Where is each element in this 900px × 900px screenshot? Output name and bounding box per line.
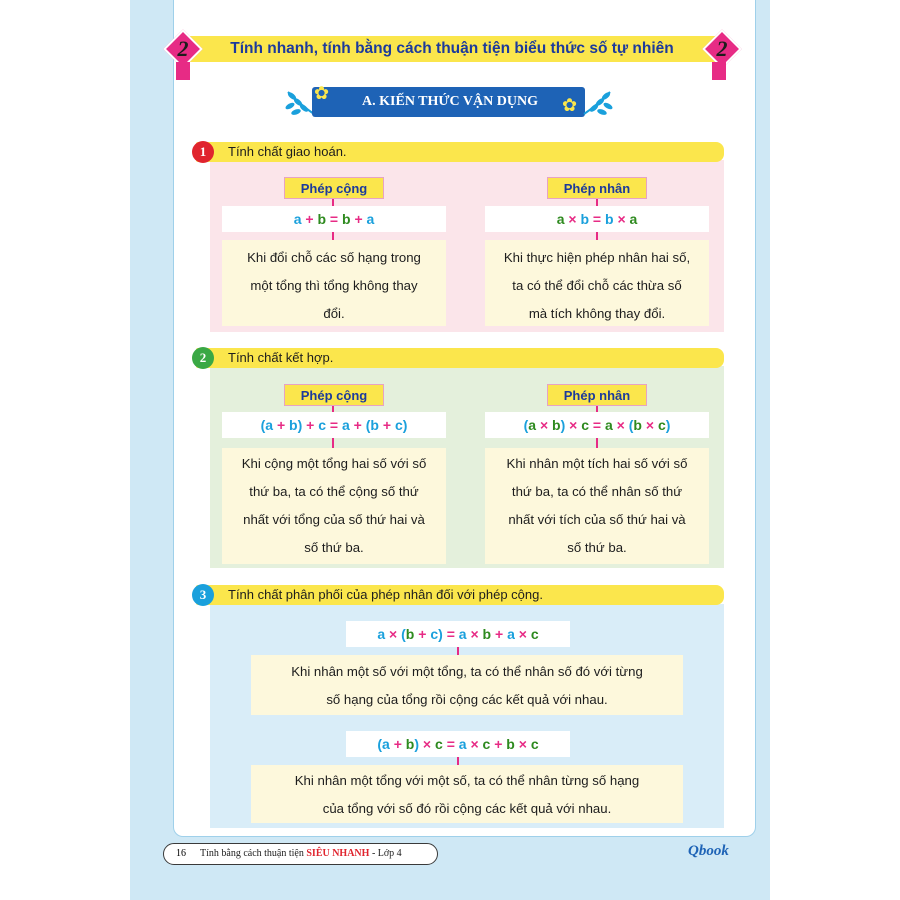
section-heading: A. KIẾN THỨC VẬN DỤNG	[362, 94, 538, 109]
property-1-title: Tính chất giao hoán.	[228, 144, 347, 159]
footer-text: Tính bằng cách thuận tiện SIÊU NHANH - Lớp 4	[200, 848, 402, 859]
property-3-title: Tính chất phân phối của phép nhân đối với phép cộng.	[228, 587, 543, 602]
p2-right-formula: (a × b) × c = a × (b × c)	[485, 412, 709, 438]
p3-formula-1: a × (b + c) = a × b + a × c	[346, 621, 570, 647]
p1-right-formula: a × b = b × a	[485, 206, 709, 232]
p3-desc-1: Khi nhân một số với một tổng, ta có thể nhân số đó với từng số hạng của tổng rồi cộng các kết quả với nhau.	[251, 655, 683, 715]
ribbon-right	[712, 62, 726, 80]
p2-left-tag: Phép cộng	[284, 384, 384, 406]
p2-left-desc: Khi cộng một tổng hai số với số thứ ba, ta có thể cộng số thứ nhất với tổng của số thứ hai và số thứ ba.	[222, 448, 446, 564]
p1-right-desc: Khi thực hiện phép nhân hai số, ta có thể đổi chỗ các thừa số mà tích không thay đổi.	[485, 240, 709, 326]
property-2-number: 2	[192, 347, 214, 369]
flower-right-icon: ✿	[562, 95, 578, 115]
header-number-right: 2	[703, 30, 741, 68]
leaf-left-icon	[282, 84, 316, 118]
p1-left-tag: Phép cộng	[284, 177, 384, 199]
leaf-right-icon	[582, 84, 616, 118]
p1-left-desc: Khi đổi chỗ các số hạng trong một tổng thì tổng không thay đổi.	[222, 240, 446, 326]
property-2-title: Tính chất kết hợp.	[228, 350, 334, 365]
p2-right-tag: Phép nhân	[547, 384, 647, 406]
property-1-number: 1	[192, 141, 214, 163]
p1-right-tag: Phép nhân	[547, 177, 647, 199]
header-number-left: 2	[164, 30, 202, 68]
page-title: Tính nhanh, tính bằng cách thuận tiện biểu thức số tự nhiên	[230, 40, 674, 57]
p3-desc-2: Khi nhân một tổng với một số, ta có thể nhân từng số hạng của tổng với số đó rồi cộng các kết quả với nhau.	[251, 765, 683, 823]
p3-formula-2: (a + b) × c = a × c + b × c	[346, 731, 570, 757]
ribbon-left	[176, 62, 190, 80]
p2-right-desc: Khi nhân một tích hai số với số thứ ba, ta có thể nhân số thứ nhất với tích của số thứ hai và số thứ ba.	[485, 448, 709, 564]
p2-left-formula: (a + b) + c = a + (b + c)	[222, 412, 446, 438]
property-3-number: 3	[192, 584, 214, 606]
p1-left-formula: a + b = b + a	[222, 206, 446, 232]
flower-left-icon: ✿	[314, 83, 330, 103]
publisher-logo: Qbook	[688, 843, 729, 859]
page-number: 16	[176, 848, 186, 859]
